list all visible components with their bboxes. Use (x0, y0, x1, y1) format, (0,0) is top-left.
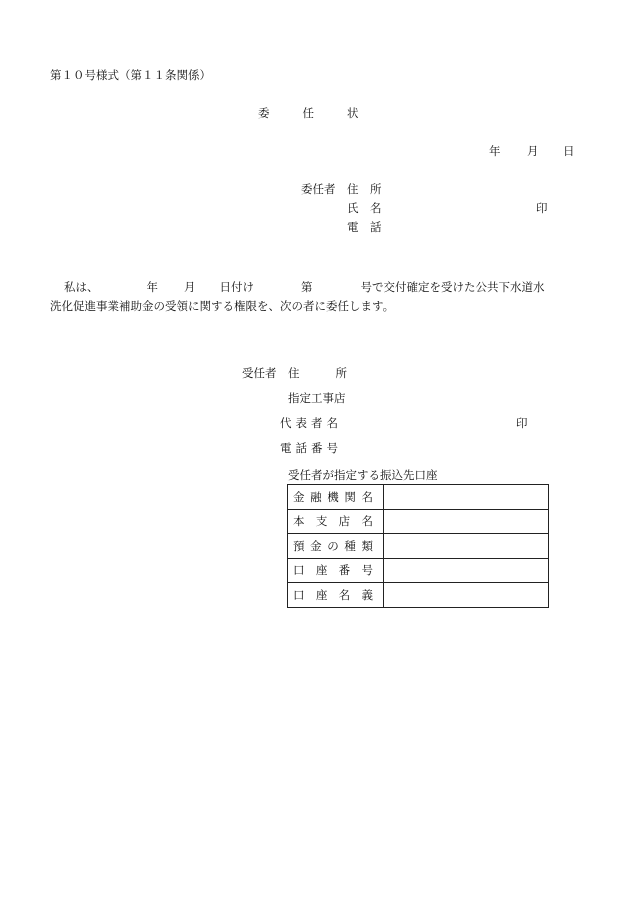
principal-name-label: 氏 名 (347, 201, 382, 215)
date-month: 月 (527, 144, 539, 158)
statement-part-year: 年 (146, 280, 158, 294)
account-number-label (288, 558, 384, 583)
label-char: の (327, 538, 339, 553)
statement-part-month: 月 (184, 280, 196, 294)
label-char: 店 (338, 514, 351, 529)
account-number-field[interactable] (383, 558, 548, 583)
label-char: 支 (315, 514, 328, 529)
label-char: 融 (310, 489, 322, 504)
label-char: 口 (293, 563, 305, 578)
bank-name-label (288, 485, 384, 510)
label-char: 義 (361, 587, 373, 602)
statement-part-1: 私は、 (64, 280, 99, 294)
label-char: 機 (327, 489, 339, 504)
label-char: 口 (293, 587, 305, 602)
label-char: 名 (338, 587, 351, 602)
date-line (489, 144, 575, 158)
delegation-statement (50, 278, 580, 316)
deposit-type-label (288, 534, 384, 559)
agent-address-label (288, 366, 347, 380)
title-char-2: 任 (302, 106, 314, 120)
principal-phone-label: 電 話 (347, 220, 382, 234)
agent-label: 受任者 (242, 366, 277, 380)
table-row (288, 558, 549, 583)
agent-shop-label: 指定工事店 (288, 391, 346, 405)
label-char: 号 (361, 563, 373, 578)
label-char: 関 (344, 489, 356, 504)
statement-part-rest: 号で交付確定を受けた公共下水道水 (360, 280, 545, 294)
label-char: 種 (344, 538, 356, 553)
deposit-type-field[interactable] (383, 534, 548, 559)
date-day: 日 (563, 144, 575, 158)
statement-line-2: 洗化促進事業補助金の受領に関する権限を、次の者に委任します。 (50, 299, 395, 313)
label-char: 番 (338, 563, 351, 578)
date-year: 年 (489, 144, 501, 158)
statement-line-1 (50, 278, 580, 297)
table-row (288, 583, 549, 608)
principal-seal-mark: 印 (536, 201, 548, 215)
label-char: 金 (310, 538, 322, 553)
agent-phone-label: 電話番号 (280, 441, 342, 455)
label-char: 座 (315, 563, 328, 578)
account-holder-label (288, 583, 384, 608)
label-char: 本 (293, 514, 305, 529)
bank-account-table (287, 484, 549, 608)
label-char: 名 (361, 514, 373, 529)
account-holder-field[interactable] (383, 583, 548, 608)
title-char-1: 委 (258, 106, 270, 120)
agent-address-char-2: 所 (335, 366, 347, 380)
document-title (258, 106, 359, 120)
principal-address-label: 住 所 (347, 182, 382, 196)
table-row (288, 534, 549, 559)
label-char: 預 (293, 538, 305, 553)
table-row (288, 485, 549, 510)
bank-name-field[interactable] (383, 485, 548, 510)
statement-part-date: 日付け (219, 280, 254, 294)
agent-address-char-1: 住 (288, 366, 300, 380)
branch-name-field[interactable] (383, 509, 548, 534)
agent-seal-mark: 印 (516, 416, 528, 430)
label-char: 名 (361, 489, 373, 504)
form-number: 第１０号様式（第１１条関係） (50, 68, 211, 82)
statement-part-no: 第 (301, 280, 313, 294)
label-char: 類 (361, 538, 373, 553)
agent-representative-label: 代表者名 (280, 416, 342, 430)
principal-label: 委任者 (301, 182, 336, 196)
table-row (288, 509, 549, 534)
branch-name-label (288, 509, 384, 534)
account-caption: 受任者が指定する振込先口座 (288, 468, 438, 482)
label-char: 金 (293, 489, 305, 504)
label-char: 座 (315, 587, 328, 602)
title-char-3: 状 (347, 106, 359, 120)
